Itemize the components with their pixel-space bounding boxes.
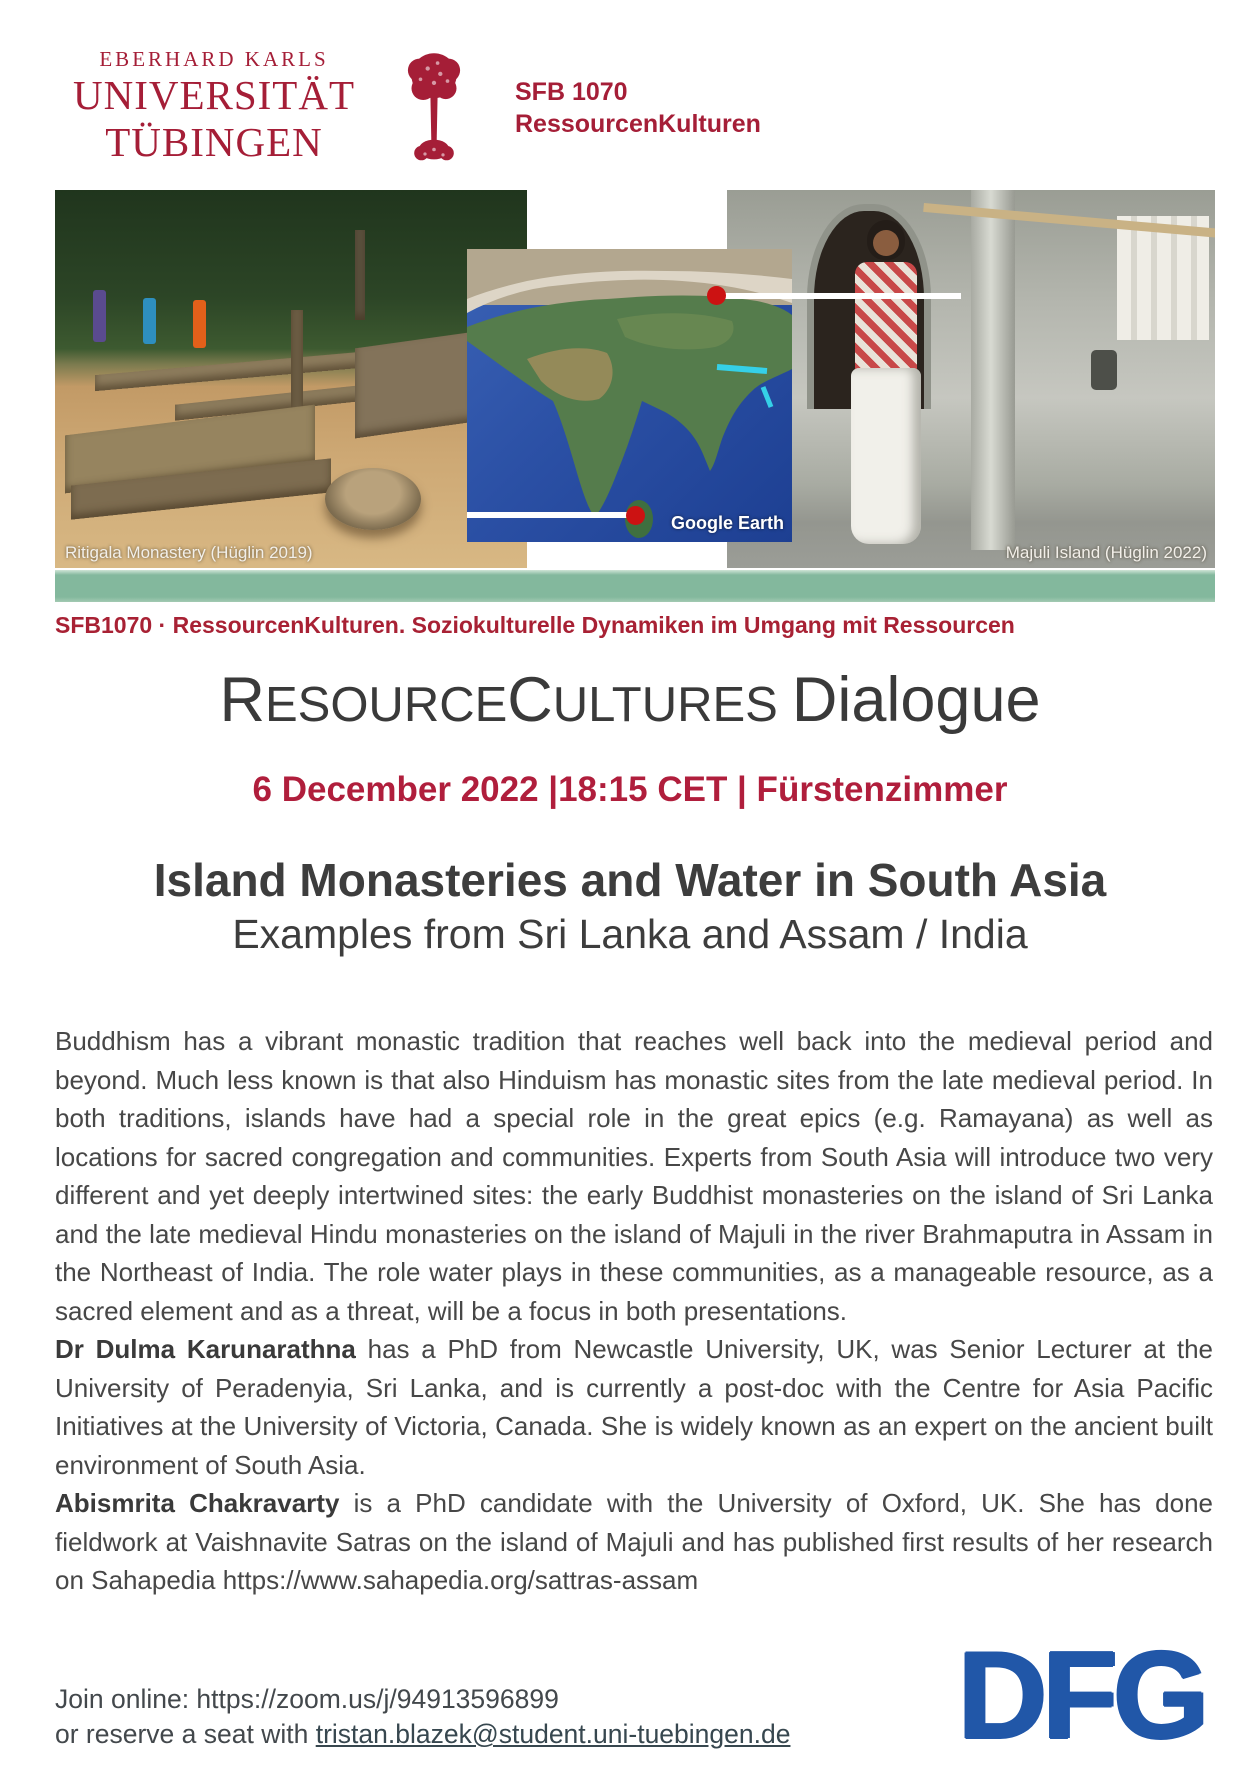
- body-text-block: [55, 1022, 1213, 1600]
- series-title-small1: ESOURCE: [264, 678, 508, 732]
- person-figure: [193, 300, 206, 348]
- series-title-cap1: R: [219, 665, 265, 735]
- speaker1-name: Dr Dulma Karunarathna: [55, 1334, 356, 1364]
- location-line-assam: [723, 293, 961, 299]
- university-name-top: EBERHARD KARLS: [99, 47, 329, 71]
- university-name-bottom: TÜBINGEN: [105, 119, 323, 165]
- ruin-enclosure: [355, 332, 475, 439]
- series-title-cap2: C: [507, 665, 553, 735]
- stone-trough: [325, 468, 421, 530]
- woman-face: [873, 230, 899, 256]
- tree-icon: [398, 50, 470, 168]
- location-line-srilanka: [467, 512, 633, 518]
- ruin-pillar: [291, 310, 303, 420]
- woman-skirt: [851, 368, 921, 544]
- reserve-seat-prefix: or reserve a seat with: [55, 1719, 316, 1749]
- speaker2-paragraph: [55, 1484, 1213, 1600]
- person-figure: [93, 290, 106, 342]
- ruin-pillar: [355, 230, 365, 320]
- dfg-logo: DFG: [957, 1627, 1204, 1765]
- university-name-mid: UNIVERSITÄT: [72, 72, 356, 118]
- standing-woman: [837, 220, 933, 550]
- speaker1-bio: has a PhD from Newcastle University, UK, was Senior Lecturer at the University of Peradenyia, Sri Lanka, and is currently a post-doc with the Centre for Asia Pacific Initiatives at the University of Victoria, Canada. She is widely known as an expert on the ancient built environment of South Asia.: [55, 1334, 1213, 1480]
- series-title-tail: Dialogue: [791, 665, 1041, 735]
- sfb-logo-line1: SFB 1070: [515, 78, 628, 106]
- photo-collage: [55, 190, 1215, 568]
- join-online-line: Join online: https://zoom.us/j/94913596899: [55, 1684, 559, 1714]
- sfb-banner-line: SFB1070 · RessourcenKulturen. Soziokulturelle Dynamiken im Umgang mit Ressourcen: [55, 612, 1015, 638]
- abstract-paragraph: Buddhism has a vibrant monastic tradition that reaches well back into the medieval period and beyond. Much less known is that also Hinduism has monastic sites from the late medieval period. In both traditions, islands have had a special role in the great epics (e.g. Ramayana) as well as locations for sacred congregation and communities. Experts from South Asia will introduce two very different and yet deeply intertwined sites: the early Buddhist monasteries on the island of Sri Lanka and the late medieval Hindu monasteries on the island of Majuli in the river Brahmaputra in Assam in the Northeast of India. The role water plays in these communities, as a manageable resource, as a sacred element and as a threat, will be a focus in both presentations.: [55, 1026, 1213, 1326]
- photo-ritigala-monastery: [55, 190, 527, 568]
- photo-majuli-island: [727, 190, 1215, 568]
- speaker1-paragraph: [55, 1330, 1213, 1484]
- footer-contact-block: [55, 1682, 790, 1752]
- event-datetime-line: 6 December 2022 |18:15 CET | Fürstenzimmer: [252, 770, 1008, 809]
- university-logo-wordmark: [58, 46, 370, 166]
- map-marker-srilanka: [626, 506, 645, 525]
- photo-caption-right: Majuli Island (Hüglin 2022): [1005, 543, 1207, 562]
- porch-pillar: [971, 190, 1015, 550]
- photo-caption-left: Ritigala Monastery (Hüglin 2019): [65, 543, 313, 562]
- green-divider-bar: [55, 570, 1215, 602]
- speaker2-name: Abismrita Chakravarty: [55, 1488, 340, 1518]
- ruin-wall: [95, 349, 395, 391]
- talk-subtitle: Examples from Sri Lanka and Assam / India: [232, 911, 1028, 957]
- talk-title: Island Monasteries and Water in South Asia: [153, 854, 1107, 906]
- sfb-logo-text: [515, 76, 761, 140]
- person-figure: [143, 298, 156, 344]
- map-credit-label: Google Earth: [670, 513, 784, 533]
- series-title-small2: ULTURES: [552, 678, 778, 732]
- sfb-logo-line2: RessourcenKulturen: [515, 110, 761, 138]
- metal-pot: [1091, 350, 1117, 390]
- map-marker-assam: [707, 286, 726, 305]
- speaker2-bio: is a PhD candidate with the University of Oxford, UK. She has done fieldwork at Vaishnavite Satras on the island of Majuli and has published first results of her research on Sahapedia https://www.sahapedia.org/sattras-assam: [55, 1488, 1213, 1595]
- woman-scarf: [855, 262, 917, 372]
- reservation-email-link[interactable]: tristan.blazek@student.uni-tuebingen.de: [315, 1719, 791, 1749]
- series-title: [0, 664, 1260, 736]
- reserve-seat-line: [55, 1717, 790, 1752]
